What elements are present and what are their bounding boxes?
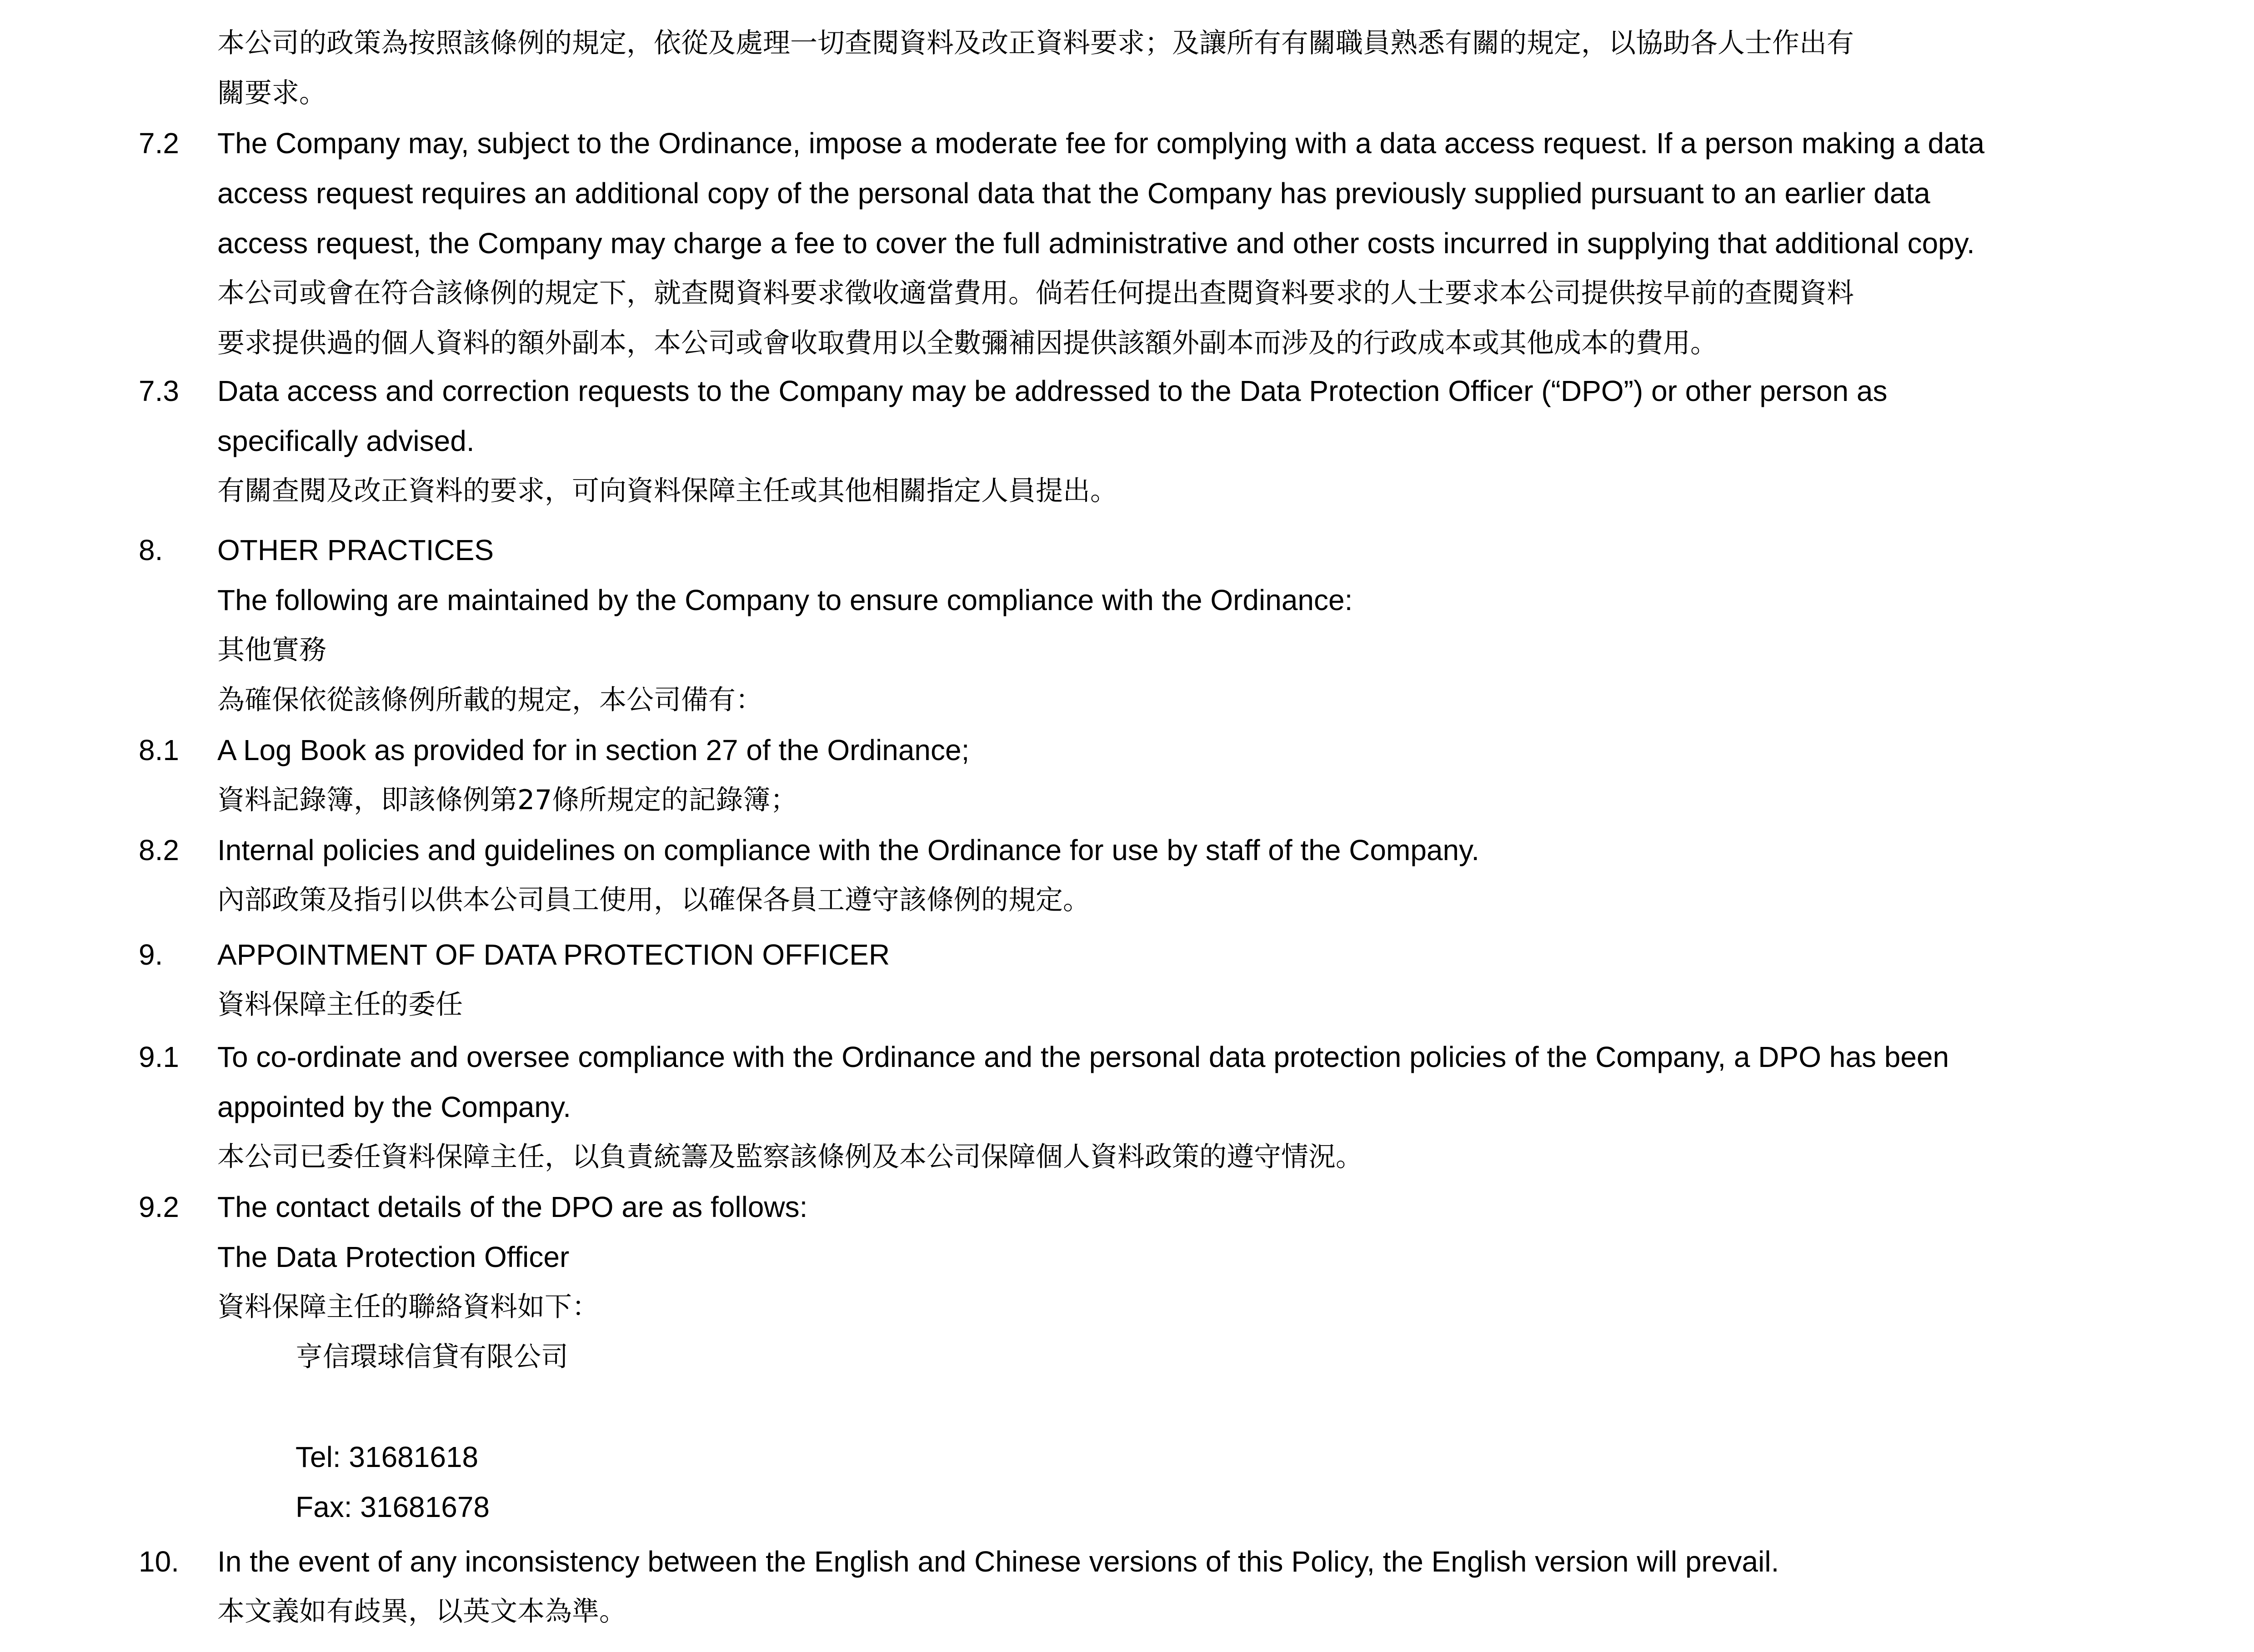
text-line: Internal policies and guidelines on compliance with the Ordinance for use by staff of the Company. — [217, 834, 1480, 866]
section-body — [217, 18, 2254, 118]
company-name: 亨信環球信貸有限公司 — [296, 1341, 568, 1373]
text-line: access request, the Company may charge a fee to cover the full administrative and other costs incurred in supplying that additional copy. — [217, 227, 1975, 260]
section-body — [217, 825, 2254, 925]
section-body — [217, 1182, 2254, 1532]
dpo-telephone: Tel: 31681618 — [296, 1441, 479, 1473]
text-line: 內部政策及指引以供本公司員工使用，以確保各員工遵守該條例的規定。 — [217, 884, 1090, 916]
section-number: 7.3 — [139, 375, 179, 407]
text-line: 資料記錄簿，即該條例第27條所規定的記錄簿； — [217, 784, 798, 816]
section-body — [217, 1537, 2254, 1637]
section-number: 8.1 — [139, 734, 179, 766]
text-line: The Company may, subject to the Ordinance, impose a moderate fee for complying with a data access request. If a person making a data — [217, 127, 1985, 160]
section-number: 8. — [139, 534, 163, 566]
text-line: 本公司或會在符合該條例的規定下，就查閱資料要求徵收適當費用。倘若任何提出查閱資料要求的人士要求本公司提供按早前的查閱資料 — [217, 277, 1854, 309]
text-line: 為確保依從該條例所載的規定，本公司備有： — [217, 684, 763, 716]
section-body — [217, 930, 2254, 1030]
text-line: A Log Book as provided for in section 27 of the Ordinance; — [217, 734, 970, 766]
text-line: The contact details of the DPO are as follows: — [217, 1191, 808, 1223]
section-body — [217, 118, 2254, 368]
dpo-title: The Data Protection Officer — [217, 1241, 570, 1273]
text-line: appointed by the Company. — [217, 1091, 571, 1123]
section-number: 10. — [139, 1545, 179, 1578]
text-line: specifically advised. — [217, 425, 475, 457]
section-number: 7.2 — [139, 127, 179, 160]
text-line: The following are maintained by the Company to ensure compliance with the Ordinance: — [217, 584, 1353, 616]
dpo-fax: Fax: 31681678 — [296, 1491, 490, 1523]
section-heading: OTHER PRACTICES — [217, 534, 494, 566]
section-heading: APPOINTMENT OF DATA PROTECTION OFFICER — [217, 938, 890, 971]
text-line: access request requires an additional copy of the personal data that the Company has previously supplied pursuant to an earlier data — [217, 177, 1930, 210]
section-heading-zh: 其他實務 — [217, 634, 326, 666]
section-body — [217, 525, 2254, 725]
text-line: 本公司已委任資料保障主任，以負責統籌及監察該條例及本公司保障個人資料政策的遵守情況。 — [217, 1141, 1363, 1173]
text-line: Data access and correction requests to the Company may be addressed to the Data Protection Officer (“DPO”) or other person as — [217, 375, 1888, 407]
section-body — [217, 366, 2254, 516]
text-line: 本文義如有歧異，以英文本為準。 — [217, 1596, 626, 1627]
section-body — [217, 725, 2254, 825]
text-line: 要求提供過的個人資料的額外副本，本公司或會收取費用以全數彌補因提供該額外副本而涉及的行政成本或其他成本的費用。 — [217, 327, 1718, 359]
text-line: 資料保障主任的聯絡資料如下： — [217, 1291, 599, 1323]
section-number: 9. — [139, 938, 163, 971]
text-line: 本公司的政策為按照該條例的規定，依從及處理一切查閱資料及改正資料要求；及讓所有有關職員熟悉有關的規定，以協助各人士作出有 — [217, 27, 1854, 59]
section-number: 9.1 — [139, 1041, 179, 1073]
section-heading-zh: 資料保障主任的委任 — [217, 989, 463, 1021]
text-line: In the event of any inconsistency between the English and Chinese versions of this Policy, the English version will prevail. — [217, 1545, 1779, 1578]
section-number: 9.2 — [139, 1191, 179, 1223]
text-line: 有關查閱及改正資料的要求，可向資料保障主任或其他相關指定人員提出。 — [217, 475, 1117, 507]
blank-line — [217, 1382, 2254, 1432]
section-body — [217, 1032, 2254, 1182]
section-number: 8.2 — [139, 834, 179, 866]
text-line: 關要求。 — [217, 77, 326, 109]
text-line: To co-ordinate and oversee compliance with the Ordinance and the personal data protection policies of the Company, a DPO has been — [217, 1041, 1949, 1073]
